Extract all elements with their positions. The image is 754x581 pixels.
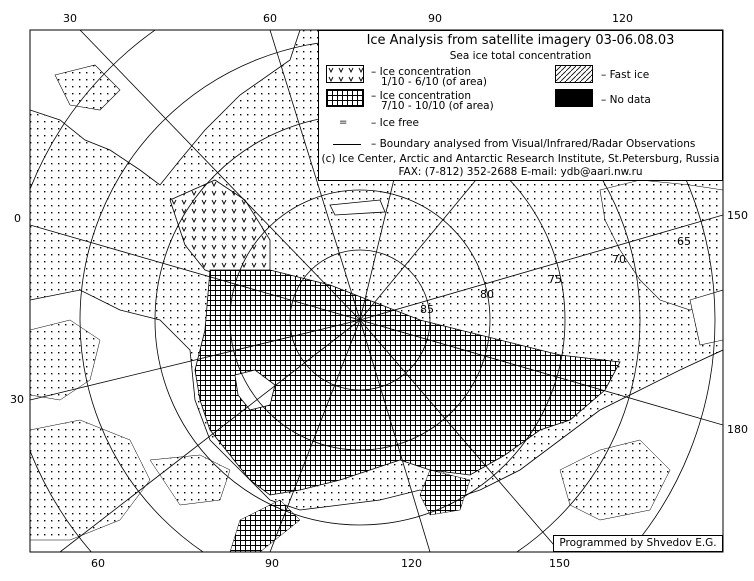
ice-free-symbol: = xyxy=(339,117,348,128)
credit-line-1: (c) Ice Center, Arctic and Antarctic Research Institute, St.Petersburg, Russia xyxy=(321,153,720,165)
legend-item-4: – Boundary analysed from Visual/Infrared/Radar Observations xyxy=(371,138,696,150)
legend-no-data: – No data xyxy=(601,94,651,106)
lon-top-30: 30 xyxy=(63,12,77,25)
credit-line-2: FAX: (7-812) 352-2688 E-mail: ydb@aari.nw.ru xyxy=(398,166,643,178)
legend-panel xyxy=(318,30,723,181)
lat-label-85: 85 xyxy=(420,303,434,316)
lon-right-180: 180 xyxy=(727,423,748,436)
lon-right-150: 150 xyxy=(727,209,748,222)
legend-item-1-line2: 1/10 - 6/10 (of area) xyxy=(381,76,488,88)
swatch-fast-ice xyxy=(555,65,593,83)
legend-fast-ice: – Fast ice xyxy=(601,69,650,81)
lon-bottom-90: 90 xyxy=(265,557,279,570)
lon-left-0: 0 xyxy=(14,212,21,225)
lat-label-70: 70 xyxy=(612,253,626,266)
lat-label-75: 75 xyxy=(548,273,562,286)
lon-top-120: 120 xyxy=(612,12,633,25)
programmer-credit: Programmed by Shvedov E.G. xyxy=(553,535,723,552)
lon-left-30: 30 xyxy=(10,393,24,406)
legend-subtitle: Sea ice total concentration xyxy=(449,50,592,62)
lon-bottom-150: 150 xyxy=(549,557,570,570)
legend-title: Ice Analysis from satellite imagery 03-06.08.03 xyxy=(366,33,675,48)
legend-item-2-line2: 7/10 - 10/10 (of area) xyxy=(381,100,494,112)
legend-item-2-line1: – Ice concentration xyxy=(371,90,471,102)
legend-item-1-line1: – Ice concentration xyxy=(371,66,471,78)
swatch-grid xyxy=(326,89,364,107)
swatch-no-data xyxy=(555,89,593,107)
legend-item-3: – Ice free xyxy=(371,117,419,129)
lon-bottom-60: 60 xyxy=(91,557,105,570)
swatch-v-marks xyxy=(326,65,364,83)
lon-bottom-120: 120 xyxy=(401,557,422,570)
lat-label-65: 65 xyxy=(677,235,691,248)
lat-label-80: 80 xyxy=(480,288,494,301)
lon-top-60: 60 xyxy=(263,12,277,25)
lon-top-90: 90 xyxy=(428,12,442,25)
boundary-line-symbol xyxy=(333,144,361,145)
